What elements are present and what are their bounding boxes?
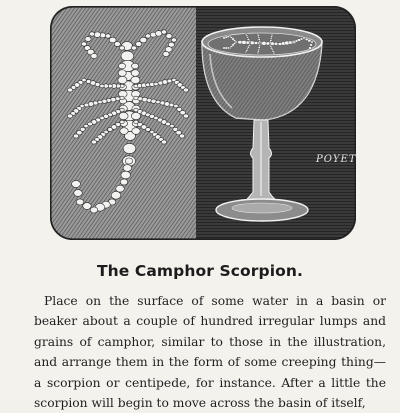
artist-signature: POYET [316,154,357,165]
article-body: Place on the surface of some water in a basin or beaker about a couple of hundred irregular lumps and grains of camphor, similar to those in the illustration, and arrange them in the form of some creeping thing—a scorpion or centipede, for instance. After a little the scorpion will begin to move across the basin of itself, [34,294,386,411]
camphor-scorpion-illustration [50,6,356,240]
article-title: The Camphor Scorpion. [96,262,304,280]
